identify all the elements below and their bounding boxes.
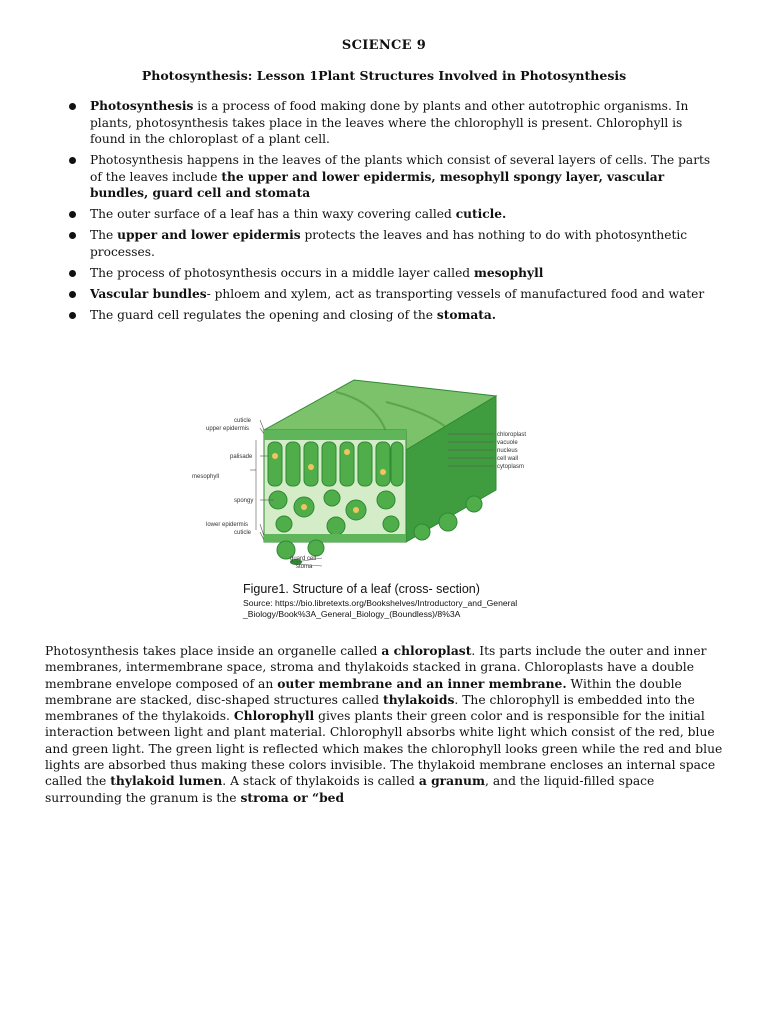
bullet-dot-icon [69, 103, 76, 110]
text-run: protects the leaves and has nothing to do with photosynthetic processes. [90, 228, 688, 259]
bullet-item [66, 227, 716, 260]
bold-text: Chlorophyll [233, 708, 315, 724]
bold-text: a granum [418, 773, 486, 789]
bold-text: upper and lower epidermis [117, 228, 301, 242]
bold-text: stroma or “bed [240, 789, 345, 805]
label-cuticle-bottom: cuticle [234, 530, 252, 536]
text-run: The process of photosynthesis occurs in a middle layer called [90, 265, 474, 280]
text-run: The guard cell regulates the opening and closing of the [90, 307, 437, 322]
bullet-dot-icon [69, 211, 76, 218]
bold-text: thylakoids [383, 691, 455, 707]
bullet-dot-icon [69, 291, 76, 298]
chloroplast-paragraph [45, 643, 725, 806]
text-run: , and the liquid-filled space surrounding the granum is the [45, 774, 655, 805]
text-run: The outer surface of a leaf has a thin waxy covering called [90, 207, 456, 221]
lesson-subtitle: Photosynthesis: Lesson 1Plant Structures Involved in Photosynthesis [141, 68, 627, 83]
bullet-text [90, 99, 688, 146]
text-run: - phloem and xylem, act as transporting vessels of manufactured food and water [206, 286, 705, 301]
bullet-item [66, 286, 716, 303]
label-vacuole: vacuole [497, 440, 518, 446]
bold-text: the upper and lower epidermis, mesophyll spongy layer, vascular bundles, guard cell and stomata [90, 169, 665, 200]
bullet-item [66, 265, 716, 282]
label-palisade: palisade [230, 454, 253, 460]
bullet-dot-icon [69, 270, 76, 277]
bullet-item [66, 307, 716, 324]
label-spongy: spongy [234, 498, 254, 504]
bullet-dot-icon [69, 157, 76, 164]
bullet-dot-icon [69, 312, 76, 319]
bullet-text [90, 287, 704, 301]
bold-text: stomata. [436, 307, 497, 322]
bullet-item [66, 98, 716, 148]
text-run: gives plants their green color and is responsible for the initial interaction between light and plant material. Chlorophyll absorbs white light which consist of the red, blue and green light. The green light is reflected which makes the chlorophyll looks green while the red and blue lights are absorbed thus making these colors invisible. The thylakoid membrane encloses an internal space called the [45, 709, 723, 789]
bullet-text [90, 207, 506, 221]
label-mesophyll: mesophyll [192, 474, 220, 480]
bullet-list [66, 98, 716, 328]
bullet-item [66, 152, 716, 202]
bold-text: outer membrane and an inner membrane. [277, 675, 567, 691]
label-guard-cell: guard cell [290, 556, 317, 562]
text-run: is a process of food making done by plants and other autotrophic organisms. In plants, photosynthesis takes place in the leaves where the chlorophyll is present. Chlorophyll is found in the chloroplast of a plant cell. [90, 99, 689, 146]
label-cytoplasm: cytoplasm [497, 464, 525, 470]
text-run: . The chlorophyll is embedded into the membranes of the thylakoids. [45, 692, 695, 724]
label-cuticle-top: cuticle [234, 418, 252, 424]
upper-epidermis-band [264, 430, 406, 440]
text-run: . Its parts include the outer and inner membranes, intermembrane space, stroma and thylakoids stacked in grana. Chloroplasts have a double membrane envelope composed of an [45, 644, 707, 691]
bold-text: a chloroplast [381, 643, 472, 658]
page-title: SCIENCE 9 [341, 38, 427, 53]
text-run: Photosynthesis takes place inside an organelle called [45, 644, 382, 658]
bold-text: mesophyll [473, 265, 544, 280]
text-run: Within the double membrane are stacked, disc-shaped structures called [45, 676, 682, 707]
text-run: . A stack of thylakoids is called [222, 774, 419, 789]
bold-text: Photosynthesis [90, 99, 194, 113]
figure-source: Source: https://bio.libretexts.org/Bookshelves/Introductory_and_General _Biology/Book%3A_General_Biology_(Boundless)/8%3A [243, 598, 518, 619]
text-run: The [90, 228, 118, 242]
label-chloroplast: chloroplast [497, 432, 527, 438]
bullet-item [66, 206, 716, 223]
palisade-cells [268, 442, 403, 486]
bullet-text [90, 308, 496, 322]
bullet-text [90, 266, 543, 280]
bullet-dot-icon [69, 232, 76, 239]
figure-caption: Figure1. Structure of a leaf (cross- section) [243, 582, 480, 596]
bold-text: cuticle. [455, 207, 507, 221]
bullet-text [90, 153, 710, 200]
label-nucleus: nucleus [497, 448, 518, 454]
label-lower-epidermis: lower epidermis [206, 522, 249, 528]
bullet-text [90, 228, 687, 259]
bold-text: thylakoid lumen [110, 773, 223, 789]
label-upper-epidermis: upper epidermis [206, 426, 250, 432]
text-run: Photosynthesis happens in the leaves of the plants which consist of several layers of cells. The parts of the leaves include [90, 153, 711, 184]
label-stoma: stoma [296, 564, 313, 570]
label-cell-wall: cell wall [497, 456, 519, 462]
bold-text: Vascular bundles [90, 286, 207, 301]
